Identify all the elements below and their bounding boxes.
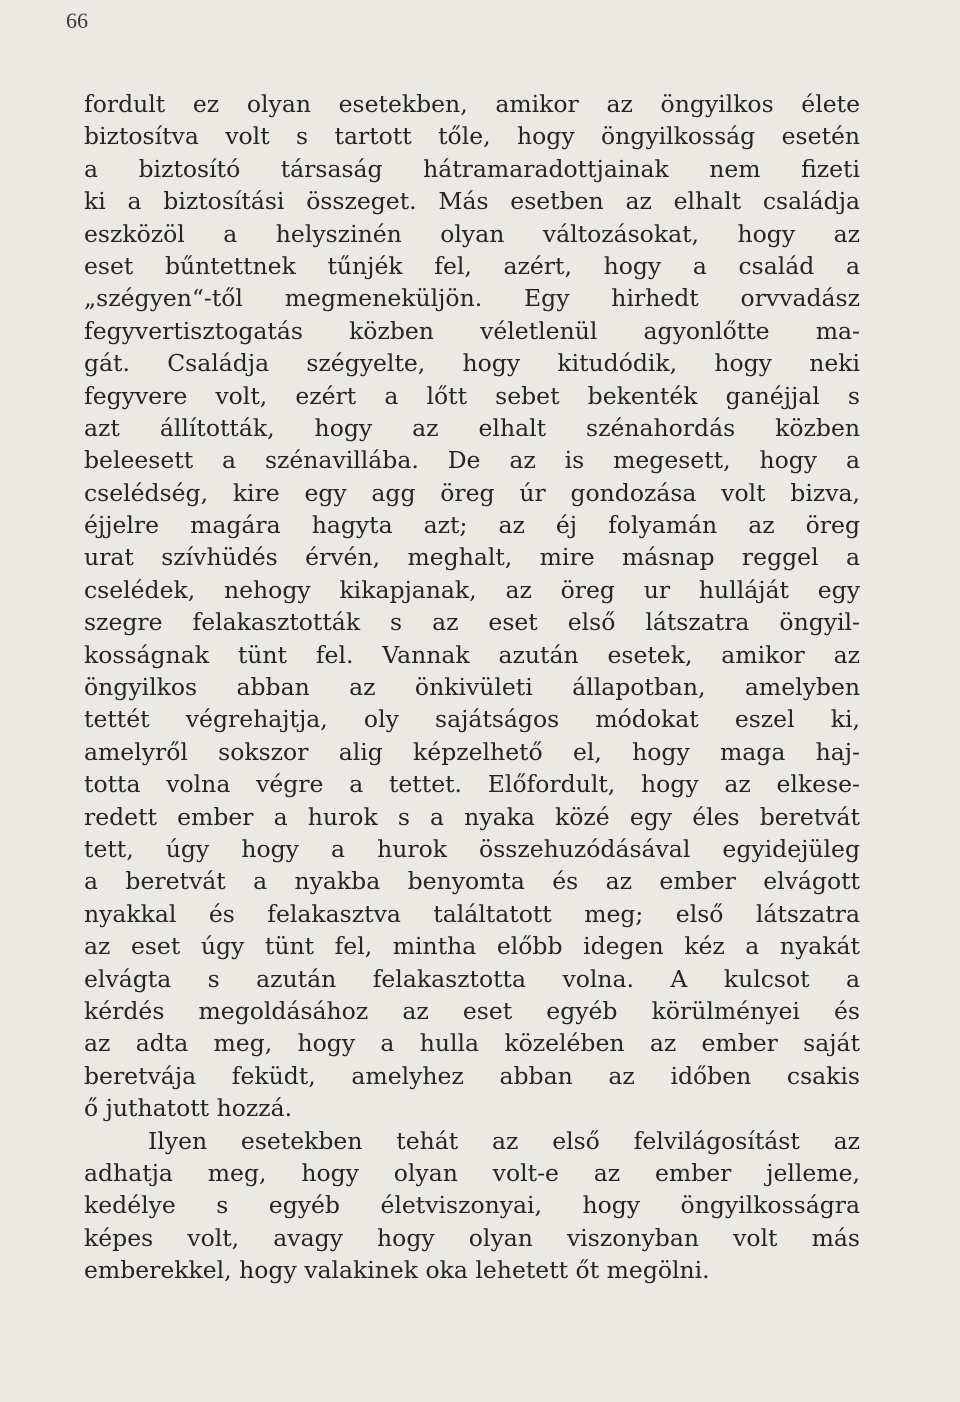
text-line: azt állították, hogy az elhalt szénahordás közben — [84, 413, 860, 442]
text-line: szegre felakasztották s az eset első látszatra öngyil- — [84, 608, 860, 637]
body-text — [84, 88, 860, 1286]
text-line: nyakkal és felakasztva találtatott meg; első látszatra — [84, 899, 860, 928]
text-line: eszközöl a helyszinén olyan változásokat, hogy az — [84, 219, 860, 248]
text-line: urat szívhüdés érvén, meghalt, mire másnap reggel a — [84, 543, 860, 572]
text-line: tett, úgy hogy a hurok összehuzódásával egyidejüleg — [84, 834, 860, 863]
text-line: cselédek, nehogy kikapjanak, az öreg ur hulláját egy — [84, 575, 860, 604]
text-line: redett ember a hurok s a nyaka közé egy éles beretvát — [84, 802, 860, 831]
text-line: gát. Családja szégyelte, hogy kitudódik, hogy neki — [84, 349, 860, 378]
paragraph-end-line: emberekkel, hogy valakinek oka lehetett őt megölni. — [84, 1256, 710, 1285]
text-line: fordult ez olyan esetekben, amikor az öngyilkos élete — [84, 90, 860, 118]
text-line: fegyvertisztogatás közben véletlenül agyonlőtte ma- — [84, 316, 860, 345]
text-line: az eset úgy tünt fel, mintha előbb idegen kéz a nyakát — [84, 932, 860, 961]
text-line: kosságnak tünt fel. Vannak azután esetek, amikor az — [84, 640, 860, 669]
text-line: ki a biztosítási összeget. Más esetben az elhalt családja — [84, 187, 860, 216]
paragraph-start-line: Ilyen esetekben tehát az első felvilágosítást az — [148, 1126, 860, 1155]
text-line: fegyvere volt, ezért a lőtt sebet bekenték ganéjjal s — [84, 381, 860, 410]
text-line: „szégyen“-től megmeneküljön. Egy hirhedt orvvadász — [84, 284, 860, 313]
text-line: amelyről sokszor alig képzelhető el, hogy maga haj- — [84, 737, 860, 766]
text-line: kedélye s egyéb életviszonyai, hogy öngyilkosságra — [84, 1191, 860, 1220]
text-line: elvágta s azután felakasztotta volna. A kulcsot a — [84, 964, 860, 993]
text-line: képes volt, avagy hogy olyan viszonyban volt más — [84, 1223, 860, 1252]
text-line: beretvája feküdt, amelyhez abban az időben csakis — [84, 1061, 860, 1090]
text-line: öngyilkos abban az önkivületi állapotban, amelyben — [84, 673, 860, 702]
text-line: tettét végrehajtja, oly sajátságos módokat eszel ki, — [84, 705, 860, 734]
page-number: 66 — [66, 8, 88, 33]
text-line: totta volna végre a tettet. Előfordult, hogy az elkese- — [84, 770, 860, 799]
paragraph-end-line: ő juthatott hozzá. — [84, 1094, 293, 1123]
text-line: éjjelre magára hagyta azt; az éj folyamán az öreg — [84, 511, 860, 540]
text-line: a biztosító társaság hátramaradottjainak nem fizeti — [84, 154, 860, 183]
text-line: adhatja meg, hogy olyan volt-e az ember jelleme, — [84, 1158, 860, 1187]
text-line: biztosítva volt s tartott tőle, hogy öngyilkosság esetén — [84, 122, 860, 151]
text-line: az adta meg, hogy a hulla közelében az ember saját — [84, 1029, 860, 1058]
text-line: cselédség, kire egy agg öreg úr gondozása volt bizva, — [84, 478, 860, 507]
text-line: a beretvát a nyakba benyomta és az ember elvágott — [84, 867, 860, 896]
text-line: beleesett a szénavillába. De az is megesett, hogy a — [84, 446, 860, 475]
text-line: eset bűntettnek tűnjék fel, azért, hogy a család a — [84, 251, 860, 280]
text-line: kérdés megoldásához az eset egyéb körülményei és — [84, 996, 860, 1025]
